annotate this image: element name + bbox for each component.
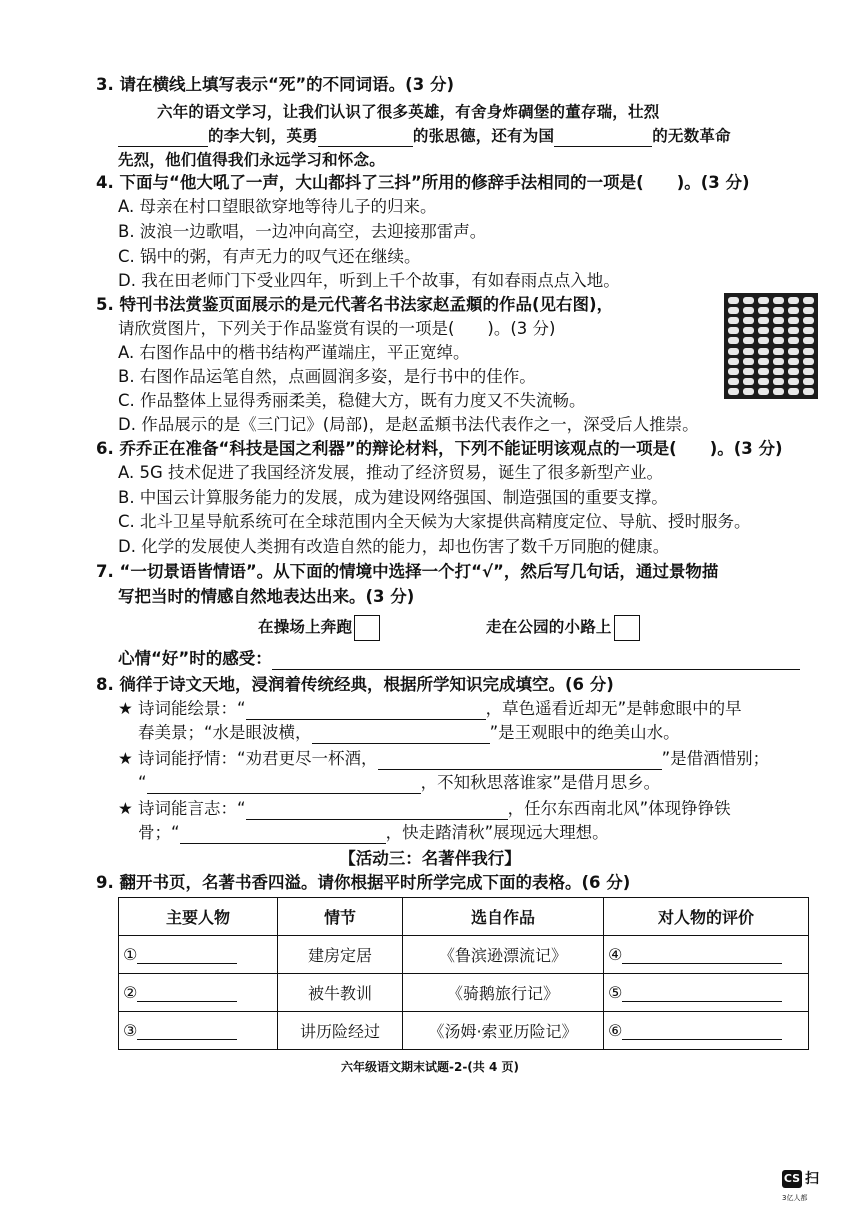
character-blank[interactable] (137, 947, 237, 964)
q8-b1: 诗词能抒情：“劝君更尽一杯酒， (138, 749, 378, 768)
q3-title: 3. 请在横线上填写表示“死”的不同词语。(3 分) (96, 75, 454, 94)
q3-blank-2[interactable] (318, 129, 413, 147)
table-row (119, 974, 809, 1012)
q8-b3: “ (138, 773, 147, 792)
evaluation-blank[interactable] (622, 1023, 782, 1040)
q7-title-2: 写把当时的情感自然地表达出来。(3 分) (118, 587, 415, 606)
q4-option-b[interactable]: B. 波浪一边歌唱，一边冲向高空，去迎接那雷声。 (118, 222, 487, 241)
work-cell: 《鲁滨逊漂流记》 (403, 936, 604, 974)
q5-option-b[interactable]: B. 右图作品运笔自然，点画圆润多姿，是行书中的佳作。 (118, 367, 536, 386)
q8-item-c-cont (138, 822, 609, 844)
row-number: ① (123, 945, 138, 964)
q6-option-a[interactable]: A. 5G 技术促进了我国经济发展，推动了经济贸易，诞生了很多新型产业。 (118, 463, 664, 482)
q6-option-c[interactable]: C. 北斗卫星导航系统可在全球范围内全天候为大家提供高精度定位、导航、授时服务。 (118, 512, 751, 531)
table-row (119, 936, 809, 974)
q3-line1: 六年的语文学习，让我们认识了很多英雄，有舍身炸碉堡的董存瑞，壮烈 (157, 102, 660, 121)
q5-title-2: 请欣赏图片，下列关于作品鉴赏有误的一项是( )。(3 分) (118, 319, 556, 338)
q8-a3: 春美景；“水是眼波横， (138, 723, 312, 742)
q7-choice-1-label: 在操场上奔跑 (258, 617, 353, 636)
q4-option-a[interactable]: A. 母亲在村口望眼欲穿地等待儿子的归来。 (118, 197, 437, 216)
q9-title: 9. 翻开书页，名著书香四溢。请你根据平时所学完成下面的表格。(6 分) (96, 873, 631, 892)
q8-title: 8. 徜徉于诗文天地，浸润着传统经典，根据所学知识完成填空。(6 分) (96, 675, 614, 694)
evaluation-cell-1[interactable] (604, 936, 809, 974)
q8-blank-1[interactable] (246, 702, 486, 720)
q8-blank-2[interactable] (312, 726, 490, 744)
row-number: ④ (608, 945, 623, 964)
q6-title: 6. 乔乔正在准备“科技是国之利器”的辩论材料，下列不能证明该观点的一项是( )。(3 分) (96, 439, 783, 458)
q8-a4: ”是王观眼中的绝美山水。 (489, 723, 680, 742)
work-cell: 《骑鹅旅行记》 (403, 974, 604, 1012)
q8-a1: 诗词能绘景：“ (138, 699, 246, 718)
page-footer: 六年级语文期末试题-2-(共 4 页) (341, 1060, 519, 1074)
q6-option-d[interactable]: D. 化学的发展使人类拥有改造自然的能力，却也伤害了数千万同胞的健康。 (118, 537, 670, 556)
q3-blank-1[interactable] (118, 129, 208, 147)
q7-choice-2 (486, 615, 640, 641)
q7-title: 7. “一切景语皆情语”。从下面的情境中选择一个打“√”，然后写几句话，通过景物描 (96, 562, 719, 581)
q6-option-b[interactable]: B. 中国云计算服务能力的发展，成为建设网络强国、制造强国的重要支撑。 (118, 488, 668, 507)
header-character: 主要人物 (119, 898, 278, 936)
q3-line3: 先烈，他们值得我们永远学习和怀念。 (118, 150, 385, 169)
row-number: ⑥ (608, 1021, 623, 1040)
q5-title: 5. 特刊书法赏鉴页面展示的是元代著名书法家赵孟頫的作品(见右图)， (96, 295, 614, 314)
camscanner-logo-icon: CS (782, 1170, 802, 1188)
q8-item-a (118, 698, 742, 720)
header-work: 选自作品 (403, 898, 604, 936)
q7-checkbox-1[interactable] (354, 615, 380, 641)
character-cell-3[interactable] (119, 1012, 278, 1050)
q8-blank-4[interactable] (147, 776, 421, 794)
star-icon: ★ (118, 799, 133, 818)
q8-item-c (118, 798, 731, 820)
q7-prompt: 心情“好”时的感受： (118, 649, 272, 668)
q8-c2: ，任尔东西南北风”体现铮铮铁 (507, 799, 731, 818)
q7-prompt-line (118, 648, 800, 670)
q8-b4: ，不知秋思落谁家”是借月思乡。 (420, 773, 661, 792)
character-blank[interactable] (137, 1023, 237, 1040)
q4-option-c[interactable]: C. 锅中的粥，有声无力的叹气还在继续。 (118, 247, 421, 266)
q8-b2: ”是借酒惜别； (661, 749, 770, 768)
evaluation-cell-2[interactable] (604, 974, 809, 1012)
header-plot: 情节 (278, 898, 403, 936)
q8-blank-5[interactable] (246, 802, 508, 820)
q7-choice-1 (258, 615, 380, 641)
q8-blank-3[interactable] (378, 752, 662, 770)
q3-seg2: 的张思德，还有为国 (412, 126, 555, 145)
evaluation-blank[interactable] (622, 947, 782, 964)
plot-cell: 建房定居 (278, 936, 403, 974)
work-cell: 《汤姆·索亚历险记》 (403, 1012, 604, 1050)
evaluation-cell-3[interactable] (604, 1012, 809, 1050)
q5-option-a[interactable]: A. 右图作品中的楷书结构严谨端庄，平正宽绰。 (118, 343, 470, 362)
q3-seg1: 的李大钊，英勇 (208, 126, 318, 145)
q8-blank-6[interactable] (180, 826, 386, 844)
plot-cell: 被牛教训 (278, 974, 403, 1012)
q8-c4: ，快走踏清秋”展现远大理想。 (385, 823, 609, 842)
q8-a2: ，草色遥看近却无”是韩愈眼中的早 (485, 699, 742, 718)
q7-answer-line[interactable] (272, 652, 800, 670)
row-number: ③ (123, 1021, 138, 1040)
table-row (119, 1012, 809, 1050)
row-number: ② (123, 983, 138, 1002)
character-cell-2[interactable] (119, 974, 278, 1012)
star-icon: ★ (118, 699, 133, 718)
scanner-watermark-sub: 3亿人都 (782, 1194, 808, 1202)
activity-3-heading: 【活动三：名著伴我行】 (339, 849, 521, 868)
q3-seg3: 的无数革命 (652, 126, 731, 145)
q5-option-d[interactable]: D. 作品展示的是《三门记》(局部)，是赵孟頫书法代表作之一，深受后人推崇。 (118, 415, 699, 434)
scanner-watermark-text: 扫 (805, 1171, 819, 1187)
q3-line2 (118, 125, 731, 147)
q8-c3: 骨；“ (138, 823, 180, 842)
q8-item-b-cont (138, 772, 660, 794)
star-icon: ★ (118, 749, 133, 768)
q3-blank-3[interactable] (554, 129, 652, 147)
works-table (118, 897, 809, 1050)
q7-choice-2-label: 走在公园的小路上 (486, 617, 612, 636)
q5-option-c[interactable]: C. 作品整体上显得秀丽柔美，稳健大方，既有力度又不失流畅。 (118, 391, 586, 410)
q4-title: 4. 下面与“他大吼了一声，大山都抖了三抖”所用的修辞手法相同的一项是( )。(3 分) (96, 173, 750, 192)
q7-checkbox-2[interactable] (614, 615, 640, 641)
evaluation-blank[interactable] (622, 985, 782, 1002)
table-header-row (119, 898, 809, 936)
row-number: ⑤ (608, 983, 623, 1002)
q8-c1: 诗词能言志：“ (138, 799, 246, 818)
plot-cell: 讲历险经过 (278, 1012, 403, 1050)
q8-item-b (118, 748, 769, 770)
calligraphy-image (724, 293, 818, 399)
character-cell-1[interactable] (119, 936, 278, 974)
q4-option-d[interactable]: D. 我在田老师门下受业四年，听到上千个故事，有如春雨点点入地。 (118, 271, 620, 290)
q8-item-a-cont (138, 722, 680, 744)
character-blank[interactable] (137, 985, 237, 1002)
header-evaluation: 对人物的评价 (604, 898, 809, 936)
